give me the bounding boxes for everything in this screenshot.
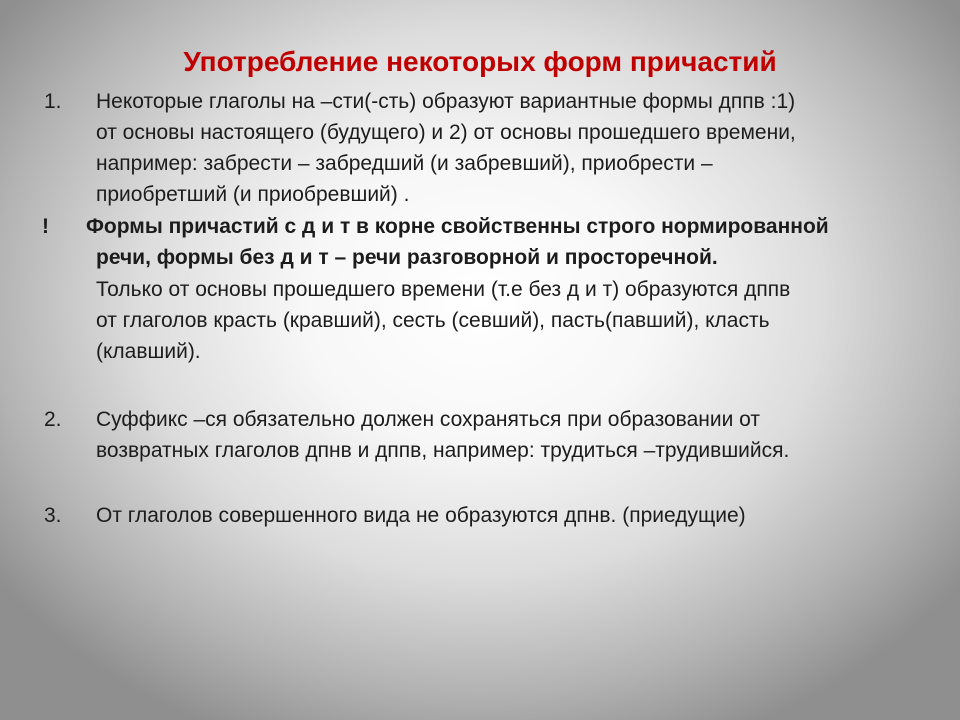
note-bold-text bbox=[86, 211, 906, 273]
list-marker-1: 1. bbox=[44, 90, 62, 113]
text-line: например: забрести – забредший (и забревший), приобрести – bbox=[96, 152, 713, 175]
text-line: Суффикс –ся обязательно должен сохраняться при образовании от bbox=[96, 408, 760, 431]
list-item-3-text bbox=[96, 500, 916, 531]
list-item-1-text bbox=[96, 86, 916, 210]
list-item-2-text bbox=[96, 404, 916, 466]
list-marker-3: 3. bbox=[44, 504, 62, 527]
note-marker: ! bbox=[42, 215, 49, 238]
note-plain-text bbox=[96, 274, 916, 367]
text-line: речи, формы без д и т – речи разговорной и просторечной. bbox=[96, 246, 718, 269]
text-line: От глаголов совершенного вида не образуются дпнв. (приедущие) bbox=[96, 504, 746, 527]
text-line: Только от основы прошедшего времени (т.е без д и т) образуются дппв bbox=[96, 278, 791, 301]
text-line: от глаголов красть (кравший), сесть (севший), пасть(павший), класть bbox=[96, 309, 770, 332]
text-line: приобретший (и приобревший) . bbox=[96, 183, 410, 206]
text-line: (клавший). bbox=[96, 340, 201, 363]
text-line: возвратных глаголов дпнв и дппв, например: трудиться –трудившийся. bbox=[96, 439, 790, 462]
text-line: Некоторые глаголы на –сти(-сть) образуют вариантные формы дппв :1) bbox=[96, 90, 796, 113]
text-line: от основы настоящего (будущего) и 2) от основы прошедшего времени, bbox=[96, 121, 796, 144]
slide-title: Употребление некоторых форм причастий bbox=[183, 46, 777, 77]
text-line: Формы причастий с д и т в корне свойственны строго нормированной bbox=[86, 215, 829, 238]
list-marker-2: 2. bbox=[44, 408, 62, 431]
